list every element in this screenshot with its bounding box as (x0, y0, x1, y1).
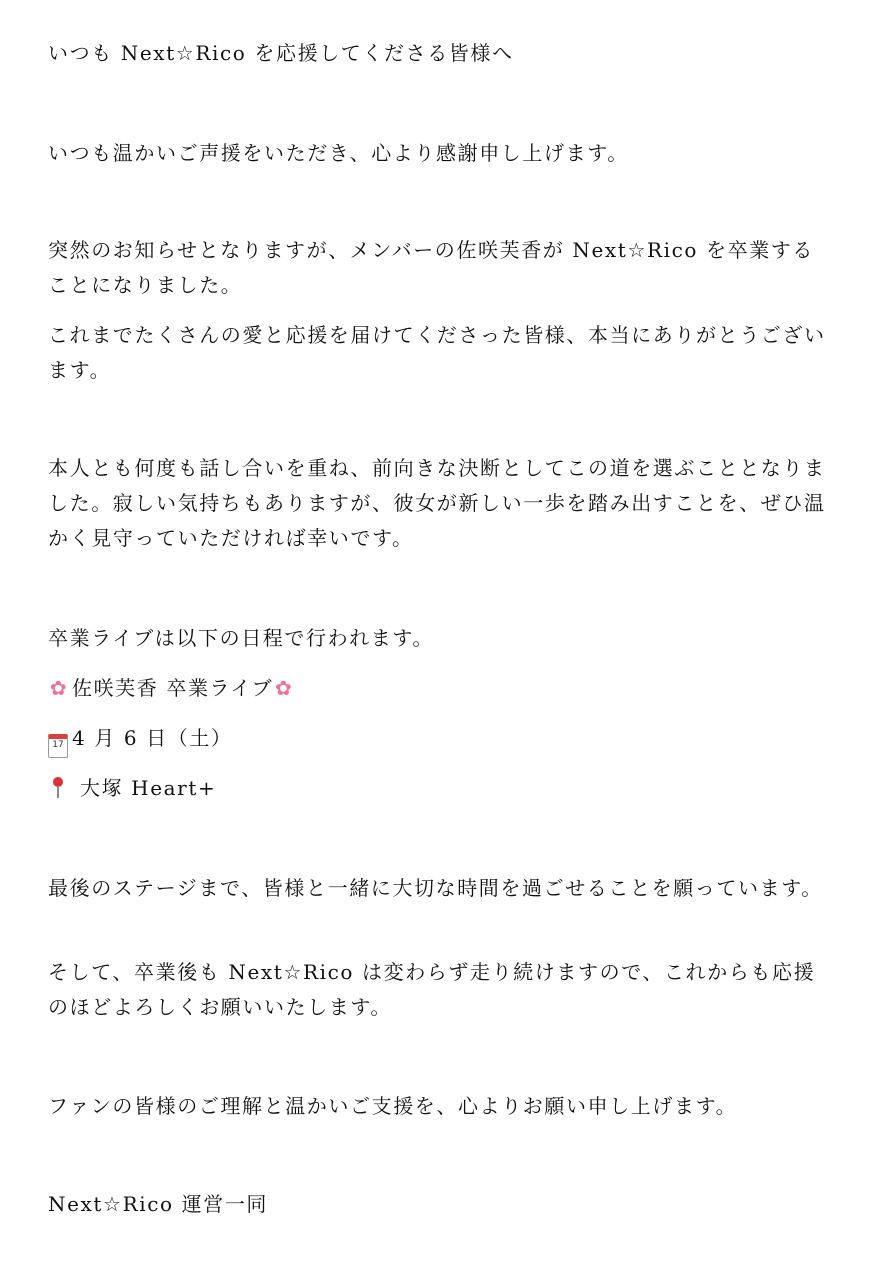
graduation-announcement: 突然のお知らせとなりますが、メンバーの佐咲芙香が Next☆Rico を卒業することになりました。 (48, 238, 814, 297)
event-venue-line (48, 771, 828, 806)
signature: Next☆Rico 運営一同 (48, 1192, 269, 1216)
gratitude-paragraph: これまでたくさんの愛と応援を届けてくださった皆様、本当にありがとうございます。 (48, 323, 826, 382)
continue-paragraph: そして、卒業後も Next☆Rico は変わらず走り続けますので、これからも応援のほどよろしくお願いいたします。 (48, 960, 816, 1019)
cherry-blossom-icon: ✿ (49, 676, 69, 700)
event-date-line (48, 721, 828, 758)
event-date: 4 月 6 日（土） (72, 726, 233, 750)
closing-paragraph: ファンの皆様のご理解と温かいご支援を、心よりお願い申し上げます。 (48, 1094, 738, 1118)
event-title-line (48, 671, 828, 706)
event-title: 佐咲芙香 卒業ライブ (72, 676, 274, 700)
calendar-icon: 17 (48, 734, 68, 758)
last-stage-paragraph: 最後のステージまで、皆様と一緒に大切な時間を過ごせることを願っています。 (48, 876, 823, 900)
decision-paragraph: 本人とも何度も話し合いを重ね、前向きな決断としてこの道を選ぶこととなりました。寂しい気持ちもありますが、彼女が新しい一歩を踏み出すことを、ぜひ温かく見守っていただければ幸いです。 (48, 456, 826, 550)
pushpin-icon (52, 777, 64, 799)
event-venue: 大塚 Heart+ (80, 776, 217, 800)
greeting: いつも Next☆Rico を応援してくださる皆様へ (48, 41, 514, 65)
cherry-blossom-icon: ✿ (274, 676, 294, 700)
thanks-paragraph: いつも温かいご声援をいただき、心より感謝申し上げます。 (48, 141, 629, 165)
schedule-intro: 卒業ライブは以下の日程で行われます。 (48, 626, 434, 650)
